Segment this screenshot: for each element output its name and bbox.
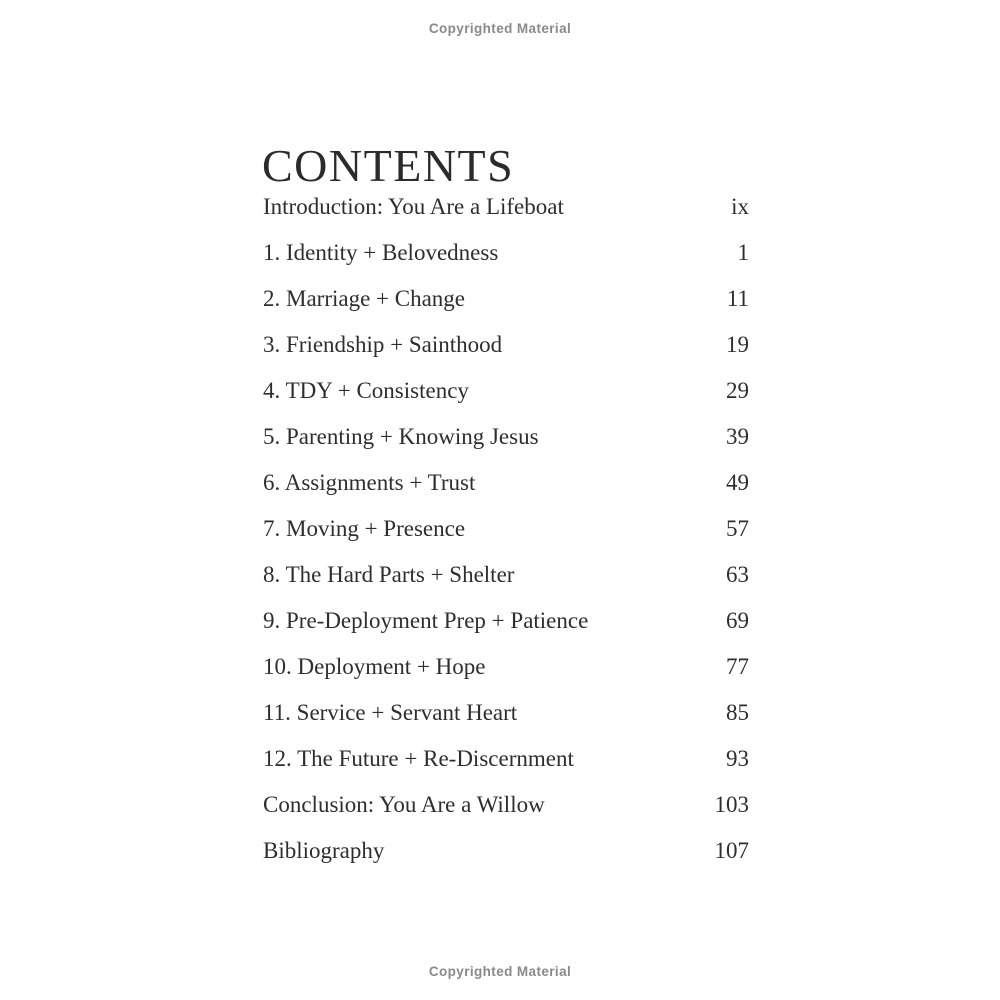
toc-row bbox=[263, 782, 749, 828]
toc-row bbox=[263, 368, 749, 414]
toc-row bbox=[263, 828, 749, 874]
toc-row bbox=[263, 506, 749, 552]
toc-entry-label: 9. Pre-Deployment Prep + Patience bbox=[263, 608, 589, 633]
toc-row bbox=[263, 690, 749, 736]
toc-row bbox=[263, 322, 749, 368]
toc-entry-page-number: 39 bbox=[726, 424, 749, 449]
toc-entry-page-number: 77 bbox=[726, 654, 749, 679]
toc-entry-page-number: 11 bbox=[726, 286, 749, 311]
copyright-notice-top: Copyrighted Material bbox=[428, 21, 572, 36]
toc-entry-page-number: 85 bbox=[726, 700, 749, 725]
toc-entry-page-number: 69 bbox=[726, 608, 749, 633]
toc-row bbox=[263, 184, 749, 230]
toc-entry-page-number: 29 bbox=[726, 378, 749, 403]
toc-entry-label: 2. Marriage + Change bbox=[263, 286, 466, 311]
toc-entry-label: 7. Moving + Presence bbox=[263, 516, 466, 541]
toc-entry-label: 6. Assignments + Trust bbox=[263, 470, 476, 495]
toc-row bbox=[263, 552, 749, 598]
toc-entry-label: 1. Identity + Belovedness bbox=[263, 240, 499, 265]
toc-entry-label: 3. Friendship + Sainthood bbox=[263, 332, 503, 357]
toc-entry-page-number: ix bbox=[731, 194, 749, 219]
toc-entry-label: 4. TDY + Consistency bbox=[263, 378, 469, 403]
toc-row bbox=[263, 230, 749, 276]
toc-row bbox=[263, 736, 749, 782]
toc-entry-label: 8. The Hard Parts + Shelter bbox=[263, 562, 515, 587]
toc-entry-page-number: 1 bbox=[737, 240, 749, 265]
toc-entry-label: 11. Service + Servant Heart bbox=[263, 700, 518, 725]
toc-row bbox=[263, 414, 749, 460]
toc-row bbox=[263, 460, 749, 506]
toc-entry-label: Conclusion: You Are a Willow bbox=[263, 792, 545, 817]
toc-entry-page-number: 49 bbox=[726, 470, 749, 495]
toc-entry-label: 12. The Future + Re-Discernment bbox=[263, 746, 574, 771]
toc-entry-label: 10. Deployment + Hope bbox=[263, 654, 486, 679]
toc-row bbox=[263, 276, 749, 322]
toc-entry-label: 5. Parenting + Knowing Jesus bbox=[263, 424, 539, 449]
toc-entry-page-number: 57 bbox=[726, 516, 749, 541]
table-of-contents bbox=[263, 184, 749, 874]
toc-entry-page-number: 103 bbox=[714, 792, 749, 817]
toc-entry-page-number: 93 bbox=[726, 746, 749, 771]
toc-row bbox=[263, 644, 749, 690]
toc-row bbox=[263, 598, 749, 644]
copyright-notice-bottom: Copyrighted Material bbox=[428, 964, 572, 979]
toc-entry-label: Introduction: You Are a Lifeboat bbox=[263, 194, 564, 219]
toc-entry-page-number: 63 bbox=[726, 562, 749, 587]
toc-entry-page-number: 19 bbox=[726, 332, 749, 357]
page-title: CONTENTS bbox=[262, 139, 515, 191]
toc-entry-label: Bibliography bbox=[263, 838, 385, 863]
toc-entry-page-number: 107 bbox=[714, 838, 749, 863]
